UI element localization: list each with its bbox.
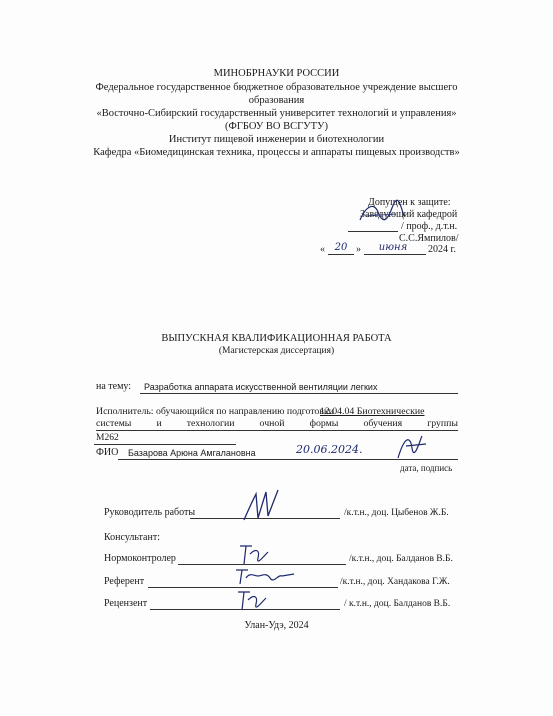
admitted-label: Допущен к защите: — [368, 197, 451, 208]
head-position: / проф., д.т.н. — [401, 221, 458, 232]
reviewer-credentials: / к.т.н., доц. Балданов В.Б. — [344, 599, 451, 609]
norm-controller-credentials: /к.т.н., доц. Балданов В.Б. — [349, 554, 453, 564]
executor-word: и — [156, 418, 162, 429]
approval-year: 2024 г. — [428, 244, 456, 255]
supervisor-label: Руководитель работы — [104, 507, 196, 518]
document-title: ВЫПУСКНАЯ КВАЛИФИКАЦИОННАЯ РАБОТА — [161, 333, 392, 344]
executor-word: очной — [259, 418, 285, 429]
consultant-label: Консультант: — [104, 532, 160, 543]
institution-line-2: образования — [248, 95, 305, 106]
date-sign-label: дата, подпись — [400, 463, 453, 473]
university-name: «Восточно-Сибирский государственный университет технологий и управления» — [96, 108, 457, 119]
approval-day: 20 — [334, 242, 348, 253]
approval-month: июня — [378, 242, 408, 253]
group-value: М262 — [96, 433, 119, 443]
supervisor-signature-icon — [236, 488, 286, 524]
executor-line-1: Исполнитель: обучающийся по направлению подготовки — [96, 406, 334, 417]
executor-word: группы — [427, 418, 458, 429]
group-line — [94, 444, 236, 445]
direction-code: 12.04.04 Биотехнические — [320, 406, 425, 417]
institute-name: Институт пищевой инженерии и биотехнологии — [168, 134, 385, 145]
city-year: Улан-Удэ, 2024 — [244, 620, 309, 631]
head-name: С.С.Ямпилов/ — [399, 233, 459, 244]
head-signature-line — [348, 231, 398, 232]
executor-word: обучения — [363, 418, 403, 429]
referent-label: Референт — [104, 576, 145, 587]
reviewer-label: Рецензент — [104, 598, 148, 609]
signed-date: 20.06.2024. — [296, 443, 363, 456]
head-signature-icon — [356, 198, 406, 228]
approval-day-line — [328, 254, 354, 255]
university-abbreviation: (ФГБОУ ВО ВСГУТУ) — [225, 121, 328, 132]
fio-value: Базарова Арюна Амгалановна — [128, 448, 256, 458]
fio-label: ФИО — [96, 447, 119, 458]
student-signature-icon — [392, 432, 432, 462]
document-subtitle: (Магистерская диссертация) — [218, 346, 335, 356]
executor-word: технологии — [186, 418, 235, 429]
reviewer-signature-icon — [232, 584, 272, 614]
topic-line — [140, 393, 458, 394]
norm-controller-label: Нормоконтролер — [104, 553, 176, 564]
ministry-title: МИНОБРНАУКИ РОССИИ — [213, 68, 340, 79]
topic-label: на тему: — [96, 381, 132, 392]
executor-line-2 — [96, 418, 458, 431]
topic-value: Разработка аппарата искусственной вентиляции легких — [144, 382, 378, 392]
approval-date-open-quote: « — [320, 244, 325, 255]
department-name: Кафедра «Биомедицинская техника, процессы и аппараты пищевых производств» — [93, 147, 460, 158]
institution-line-1: Федеральное государственное бюджетное образовательное учреждение высшего — [95, 82, 458, 93]
referent-credentials: /к.т.н., доц. Хандакова Г.Ж. — [340, 577, 450, 587]
executor-word: системы — [96, 418, 132, 429]
approval-date-close-quote: » — [356, 244, 361, 255]
supervisor-credentials: /к.т.н., доц. Цыбенов Ж.Б. — [344, 508, 449, 518]
approval-month-line — [364, 254, 426, 255]
executor-word: формы — [309, 418, 339, 429]
head-of-department-label: Заведующий кафедрой — [360, 209, 458, 220]
